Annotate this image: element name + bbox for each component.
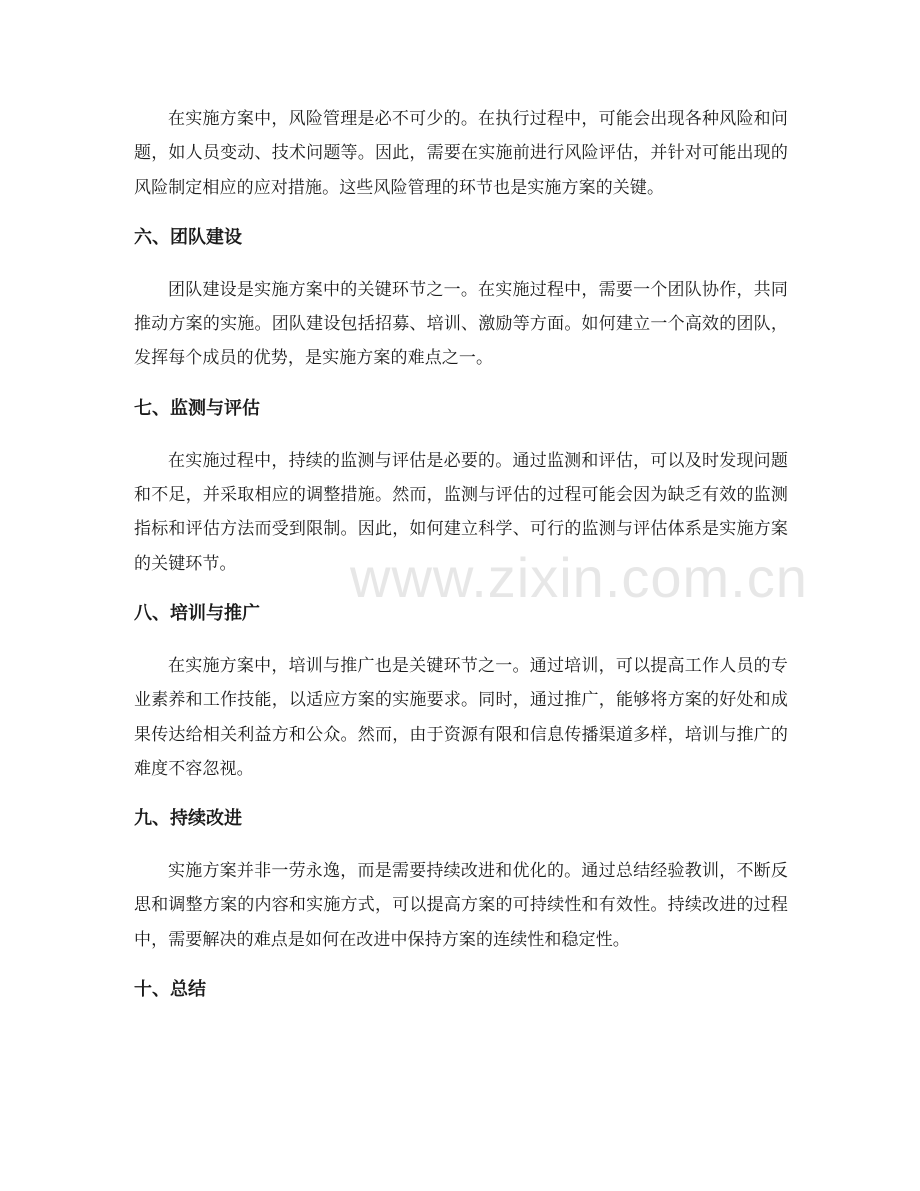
risk-management-paragraph: 在实施方案中，风险管理是必不可少的。在执行过程中，可能会出现各种风险和问题，如人员变动、技术问题等。因此，需要在实施前进行风险评估，并针对可能出现的风险制定相应的应对措施。这些风险管理的环节也是实施方案的关键。 [134,109,788,198]
training-paragraph: 在实施方案中，培训与推广也是关键环节之一。通过培训，可以提高工作人员的专业素养和工作技能，以适应方案的实施要求。同时，通过推广，能够将方案的好处和成果传达给相关利益方和公众。然而，由于资源有限和信息传播渠道多样，培训与推广的难度不容忽视。 [134,655,788,779]
watermark: www.zixin.com.cn [350,546,808,609]
summary-heading: 十、总结 [134,979,206,1001]
training-heading: 八、培训与推广 [134,602,260,624]
monitoring-paragraph: 在实施过程中，持续的监测与评估是必要的。通过监测和评估，可以及时发现问题和不足，并采取相应的调整措施。然而，监测与评估的过程可能会因为缺乏有效的监测指标和评估方法而受到限制。因此，如何建立科学、可行的监测与评估体系是实施方案的关键环节。 [134,450,788,574]
improvement-heading: 九、持续改进 [134,808,242,830]
team-building-paragraph: 团队建设是实施方案中的关键环节之一。在实施过程中，需要一个团队协作，共同推动方案的实施。团队建设包括招募、培训、激励等方面。如何建立一个高效的团队，发挥每个成员的优势，是实施方案的难点之一。 [134,279,788,369]
monitoring-heading: 七、监测与评估 [134,397,260,419]
team-building-heading: 六、团队建设 [134,226,242,248]
improvement-paragraph: 实施方案并非一劳永逸，而是需要持续改进和优化的。通过总结经验教训，不断反思和调整方案的内容和实施方式，可以提高方案的可持续性和有效性。持续改进的过程中，需要解决的难点是如何在改进中保持方案的连续性和稳定性。 [134,861,788,950]
